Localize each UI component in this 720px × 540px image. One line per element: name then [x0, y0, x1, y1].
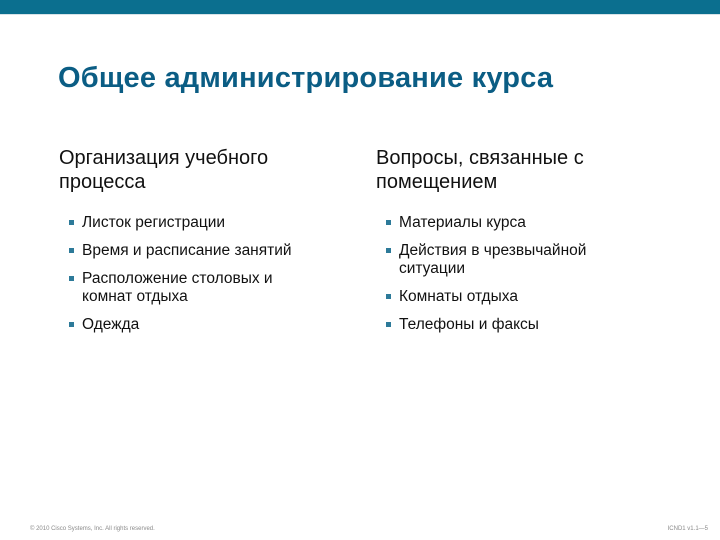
square-bullet-icon [386, 220, 391, 225]
list-item [376, 214, 676, 232]
list-item [376, 288, 676, 306]
list-item-text: Расположение столовых и комнат отдыха [82, 270, 273, 305]
right-column [376, 146, 676, 344]
square-bullet-icon [69, 322, 74, 327]
page-title: Общее администрирование курса [58, 62, 554, 94]
left-column-heading: Организация учебного процесса [59, 147, 269, 193]
header-bar [0, 0, 720, 14]
square-bullet-icon [69, 220, 74, 225]
right-column-heading: Вопросы, связанные с помещением [376, 147, 584, 193]
list-item [59, 214, 359, 232]
square-bullet-icon [386, 248, 391, 253]
list-item [376, 316, 676, 334]
list-item-text: Действия в чрезвычайной ситуации [399, 242, 587, 277]
left-column [59, 146, 359, 344]
list-item [376, 242, 614, 278]
list-item-text: Материалы курса [399, 214, 526, 231]
square-bullet-icon [386, 322, 391, 327]
list-item-text: Одежда [82, 316, 140, 333]
list-item [59, 316, 359, 334]
list-item [59, 242, 359, 260]
square-bullet-icon [386, 294, 391, 299]
list-item-text: Время и расписание занятий [82, 242, 292, 259]
header-divider [0, 14, 720, 15]
square-bullet-icon [69, 248, 74, 253]
list-item-text: Телефоны и факсы [399, 316, 539, 333]
list-item-text: Листок регистрации [82, 214, 226, 231]
list-item [59, 270, 307, 306]
square-bullet-icon [69, 276, 74, 281]
right-bullet-list [376, 214, 676, 334]
list-item-text: Комнаты отдыха [399, 288, 518, 305]
footer-slide-reference: ICND1 v1.1—5 [667, 526, 708, 532]
left-bullet-list [59, 214, 359, 334]
footer-copyright: © 2010 Cisco Systems, Inc. All rights reserved. [30, 526, 155, 532]
